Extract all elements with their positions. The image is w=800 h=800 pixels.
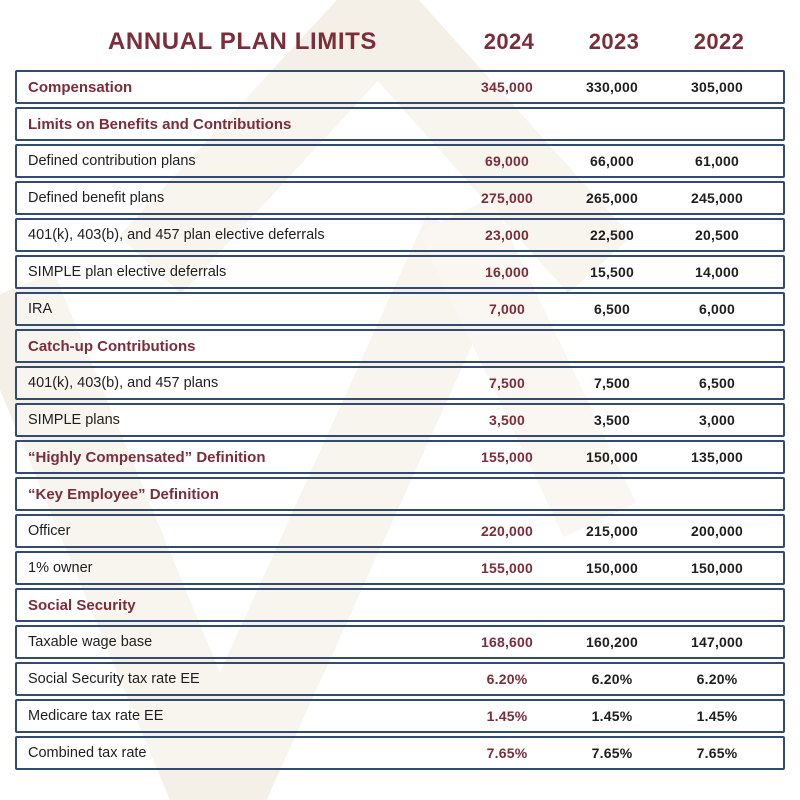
- value-cell-2024: 345,000: [480, 79, 533, 95]
- value-cell-2024: 275,000: [480, 190, 533, 206]
- row-label: Catch-up Contributions: [28, 337, 196, 355]
- value-cell-2024: 6.20%: [486, 671, 528, 687]
- row-label: Officer: [28, 523, 71, 539]
- year-column-header-2024: 2024: [483, 29, 535, 54]
- value-cell-2024: 7,500: [488, 375, 526, 391]
- row-label: Defined benefit plans: [28, 190, 165, 206]
- value-cell-2024: 7,000: [488, 301, 526, 317]
- table-row: [15, 144, 785, 178]
- row-value-cells: [457, 449, 767, 465]
- table-row: [15, 699, 785, 733]
- row-value-cells: [457, 79, 767, 95]
- value-cell-2023: 150,000: [585, 449, 638, 465]
- value-cell-2022: 200,000: [690, 523, 743, 539]
- value-cell-2024: 16,000: [484, 264, 530, 280]
- row-value-cells: [457, 190, 767, 206]
- value-cell-2022: 61,000: [694, 153, 740, 169]
- page-title: ANNUAL PLAN LIMITS: [107, 28, 377, 55]
- value-cell-2023: 7,500: [593, 375, 631, 391]
- row-value-cells: [457, 375, 767, 391]
- row-label: Limits on Benefits and Contributions: [28, 115, 292, 133]
- row-value-cells: [457, 560, 767, 576]
- row-value-cells: [457, 671, 767, 687]
- row-label: Compensation: [28, 78, 133, 96]
- row-label: Social Security tax rate EE: [28, 671, 200, 687]
- table-row: [15, 218, 785, 252]
- value-cell-2023: 6,500: [593, 301, 631, 317]
- table-row: [15, 181, 785, 215]
- table-row: [15, 662, 785, 696]
- value-cell-2022: 20,500: [694, 227, 740, 243]
- value-cell-2024: 1.45%: [486, 708, 528, 724]
- value-cell-2023: 7.65%: [591, 745, 633, 761]
- row-value-cells: [457, 227, 767, 243]
- value-cell-2024: 168,600: [480, 634, 533, 650]
- value-cell-2024: 155,000: [480, 449, 533, 465]
- table-row: [15, 477, 785, 511]
- row-label: Combined tax rate: [28, 745, 147, 761]
- row-value-cells: [457, 264, 767, 280]
- value-cell-2023: 330,000: [585, 79, 638, 95]
- value-cell-2023: 15,500: [589, 264, 635, 280]
- row-value-cells: [457, 412, 767, 428]
- row-label: Defined contribution plans: [28, 153, 196, 169]
- row-value-cells: [457, 745, 767, 761]
- value-cell-2024: 155,000: [480, 560, 533, 576]
- row-label: Medicare tax rate EE: [28, 708, 164, 724]
- value-cell-2022: 6,000: [698, 301, 736, 317]
- value-cell-2022: 1.45%: [696, 708, 738, 724]
- row-label: 1% owner: [28, 560, 93, 576]
- table-row: [15, 107, 785, 141]
- year-column-header-2023: 2023: [588, 29, 640, 54]
- row-label: SIMPLE plan elective deferrals: [28, 264, 227, 280]
- row-label: Social Security: [28, 596, 136, 614]
- row-value-cells: [457, 301, 767, 317]
- value-cell-2022: 147,000: [690, 634, 743, 650]
- value-cell-2023: 6.20%: [591, 671, 633, 687]
- value-cell-2023: 215,000: [585, 523, 638, 539]
- row-label: IRA: [28, 301, 53, 317]
- value-cell-2022: 135,000: [690, 449, 743, 465]
- table-row: [15, 440, 785, 474]
- table-row: [15, 551, 785, 585]
- value-cell-2024: 3,500: [488, 412, 526, 428]
- row-value-cells: [457, 153, 767, 169]
- value-cell-2023: 22,500: [589, 227, 635, 243]
- value-cell-2022: 6,500: [698, 375, 736, 391]
- table-row: [15, 292, 785, 326]
- value-cell-2022: 245,000: [690, 190, 743, 206]
- value-cell-2022: 3,000: [698, 412, 736, 428]
- year-header-cells: [459, 29, 769, 55]
- row-label: SIMPLE plans: [28, 412, 120, 428]
- value-cell-2023: 3,500: [593, 412, 631, 428]
- row-label: “Highly Compensated” Definition: [28, 448, 266, 466]
- value-cell-2023: 66,000: [589, 153, 635, 169]
- row-label: Taxable wage base: [28, 634, 153, 650]
- limits-table-body: [15, 70, 785, 770]
- value-cell-2022: 305,000: [690, 79, 743, 95]
- row-label: 401(k), 403(b), and 457 plans: [28, 375, 219, 391]
- table-row: [15, 329, 785, 363]
- row-value-cells: [457, 523, 767, 539]
- row-value-cells: [457, 708, 767, 724]
- table-row: [15, 514, 785, 548]
- table-row: [15, 70, 785, 104]
- value-cell-2024: 23,000: [484, 227, 530, 243]
- row-label: 401(k), 403(b), and 457 plan elective deferrals: [28, 227, 325, 243]
- table-row: [15, 736, 785, 770]
- value-cell-2022: 7.65%: [696, 745, 738, 761]
- value-cell-2024: 7.65%: [486, 745, 528, 761]
- table-row: [15, 403, 785, 437]
- table-row: [15, 588, 785, 622]
- table-row: [15, 255, 785, 289]
- table-row: [15, 366, 785, 400]
- value-cell-2023: 265,000: [585, 190, 638, 206]
- table-row: [15, 625, 785, 659]
- value-cell-2024: 69,000: [484, 153, 530, 169]
- row-value-cells: [457, 634, 767, 650]
- value-cell-2022: 150,000: [690, 560, 743, 576]
- value-cell-2023: 160,200: [585, 634, 638, 650]
- value-cell-2023: 1.45%: [591, 708, 633, 724]
- year-column-header-2022: 2022: [693, 29, 745, 54]
- value-cell-2023: 150,000: [585, 560, 638, 576]
- value-cell-2022: 14,000: [694, 264, 740, 280]
- row-label: “Key Employee” Definition: [28, 485, 219, 503]
- value-cell-2024: 220,000: [480, 523, 533, 539]
- value-cell-2022: 6.20%: [696, 671, 738, 687]
- table-header: [15, 22, 785, 62]
